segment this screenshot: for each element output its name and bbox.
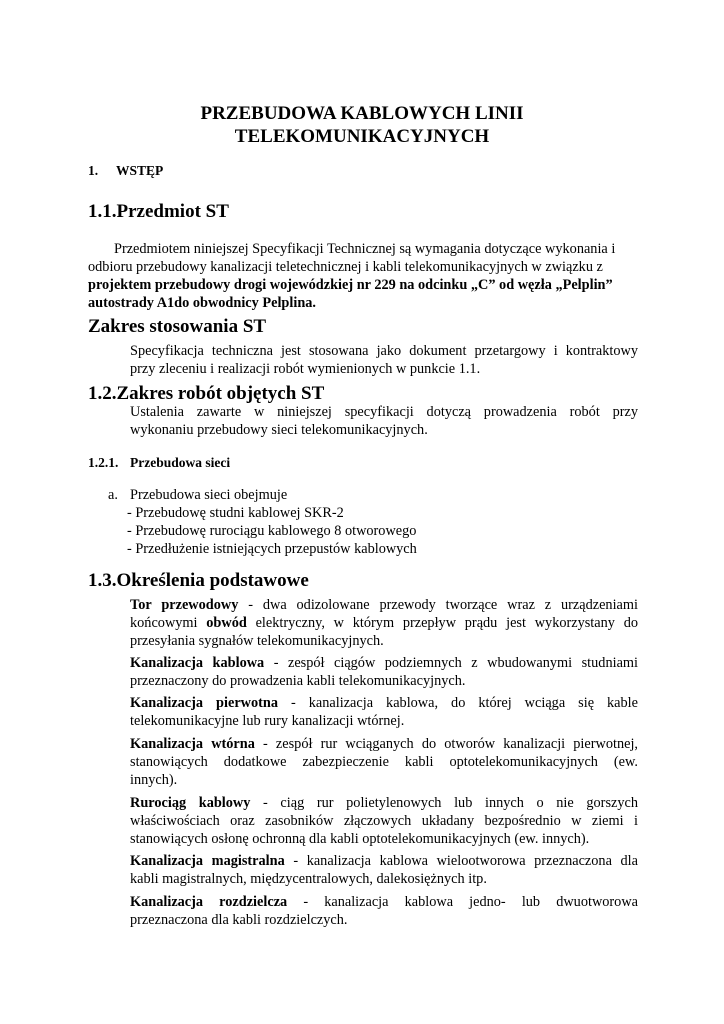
list-intro-text: Przebudowa sieci obejmuje <box>130 487 288 503</box>
definition-text: - zespół ciągów podziemnych z wbudowanymi studniami <box>264 655 639 671</box>
definition-text: końcowymi <box>130 615 207 631</box>
list-item: - Przebudowę rurociągu kablowego 8 otworowego <box>127 523 417 539</box>
section-1-2-1-list <box>108 486 628 558</box>
definition-line: stanowiących dodatkowe zabezpieczenie kabli optotelekomunikacyjnych (ew. <box>130 754 638 770</box>
definition-line: telekomunikacyjne lub rury kanalizacji wtórnej. <box>130 713 405 729</box>
definition-text: - kanalizacja kablowa jedno- lub dwuotworowa <box>287 894 638 910</box>
definition-term: Kanalizacja rozdzielcza <box>130 894 288 910</box>
definition-term: Kanalizacja pierwotna <box>130 695 279 711</box>
definition-line <box>130 654 638 672</box>
section-1-2-paragraph <box>130 403 638 439</box>
definition-text: elektryczny, w którym przepływ prądu jest wykorzystany do <box>246 615 638 631</box>
paragraph-line-bold: autostrady A1do obwodnicy Pelplina. <box>88 295 316 311</box>
definition-term: Rurociąg kablowy <box>130 795 251 811</box>
section-1-3-heading: 1.3.Określenia podstawowe <box>88 570 309 591</box>
definition-term: Kanalizacja wtórna <box>130 736 255 752</box>
section-1-2-heading: 1.2.Zakres robót objętych ST <box>88 383 325 404</box>
definition-line <box>130 852 638 870</box>
definition-line: przeznaczony do prowadzenia kabli telekomunikacyjnych. <box>130 673 466 689</box>
definition-text: - ciąg rur polietylenowych lub innych o nie gorszych <box>250 795 638 811</box>
definition-line <box>130 794 638 812</box>
zakres-stosowania-heading: Zakres stosowania ST <box>88 316 267 337</box>
paragraph-line: Ustalenia zawarte w niniejszej specyfikacji dotyczą prowadzenia robót przy <box>130 404 638 420</box>
definition-tor-przewodowy <box>130 596 638 650</box>
section-1-1-paragraph <box>88 240 636 312</box>
definition-line <box>130 735 638 753</box>
zakres-stosowania-paragraph <box>130 342 638 378</box>
definition-text: - zespół rur wciąganych do otworów kanalizacji pierwotnej, <box>254 736 638 752</box>
list-item: - Przedłużenie istniejących przepustów kablowych <box>127 541 417 557</box>
definition-kanalizacja-pierwotna <box>130 694 638 730</box>
paragraph-line: Przedmiotem niniejszej Specyfikacji Technicznej są wymagania dotyczące wykonania i <box>114 241 616 257</box>
definition-kanalizacja-rozdzielcza <box>130 893 638 929</box>
definition-line <box>130 614 638 632</box>
definition-term: Kanalizacja kablowa <box>130 655 265 671</box>
definition-text: - kanalizacja kablowa wielootworowa przeznaczona dla <box>284 853 638 869</box>
definition-bold-word: obwód <box>206 615 247 631</box>
definition-kanalizacja-wtorna <box>130 735 638 789</box>
section-1-heading <box>88 162 163 180</box>
paragraph-line: odbioru przebudowy kanalizacji teletechnicznej i kabli telekomunikacyjnych w związku z <box>88 259 603 275</box>
document-title-line-2: TELEKOMUNIKACYJNYCH <box>234 126 490 147</box>
definition-line <box>130 596 638 614</box>
definition-rurociag-kablowy <box>130 794 638 848</box>
definition-term: Kanalizacja magistralna <box>130 853 285 869</box>
section-1-2-1-heading <box>88 454 230 472</box>
section-1-number: 1. <box>88 163 99 178</box>
paragraph-line: wykonaniu przebudowy sieci telekomunikacyjnych. <box>130 422 428 438</box>
definition-line <box>130 694 638 712</box>
paragraph-line: przy zleceniu i realizacji robót wymienionych w punkcie 1.1. <box>130 361 481 377</box>
definition-line: stanowiących osłonę ochronną dla kabli optotelekomunikacyjnych (ew. innych). <box>130 831 590 847</box>
definition-line: przeznaczona dla kabli rozdzielczych. <box>130 912 348 928</box>
definition-line: przesyłania sygnałów telekomunikacyjnych. <box>130 633 384 649</box>
definition-text: - dwa odizolowane przewody tworzące wraz z urządzeniami <box>238 597 638 613</box>
definition-line <box>130 893 638 911</box>
document-title-line-1: PRZEBUDOWA KABLOWYCH LINII <box>200 103 524 124</box>
section-1-label: WSTĘP <box>116 163 164 178</box>
paragraph-line: Specyfikacja techniczna jest stosowana jako dokument przetargowy i kontraktowy <box>130 343 638 359</box>
list-intro <box>108 486 628 504</box>
definition-term: Tor przewodowy <box>130 597 239 613</box>
definition-line: kabli magistralnych, międzycentralowych, dalekosiężnych itp. <box>130 871 487 887</box>
list-item: - Przebudowę studni kablowej SKR-2 <box>127 505 344 521</box>
list-letter: a. <box>108 487 118 503</box>
section-1-2-1-number: 1.2.1. <box>88 455 119 470</box>
definition-kanalizacja-kablowa <box>130 654 638 690</box>
definition-line: właściwościach oraz zasobników złączowych układany bezpośrednio w ziemi i <box>130 813 638 829</box>
definition-text: - kanalizacja kablowa, do której wciąga się kable <box>278 695 638 711</box>
definition-line: innych). <box>130 772 178 788</box>
paragraph-line-bold: projektem przebudowy drogi wojewódzkiej nr 229 na odcinku „C” od węzła „Pelplin” <box>88 277 613 293</box>
section-1-2-1-label: Przebudowa sieci <box>130 455 231 470</box>
section-1-1-heading: 1.1.Przedmiot ST <box>88 201 229 222</box>
definition-kanalizacja-magistralna <box>130 852 638 888</box>
